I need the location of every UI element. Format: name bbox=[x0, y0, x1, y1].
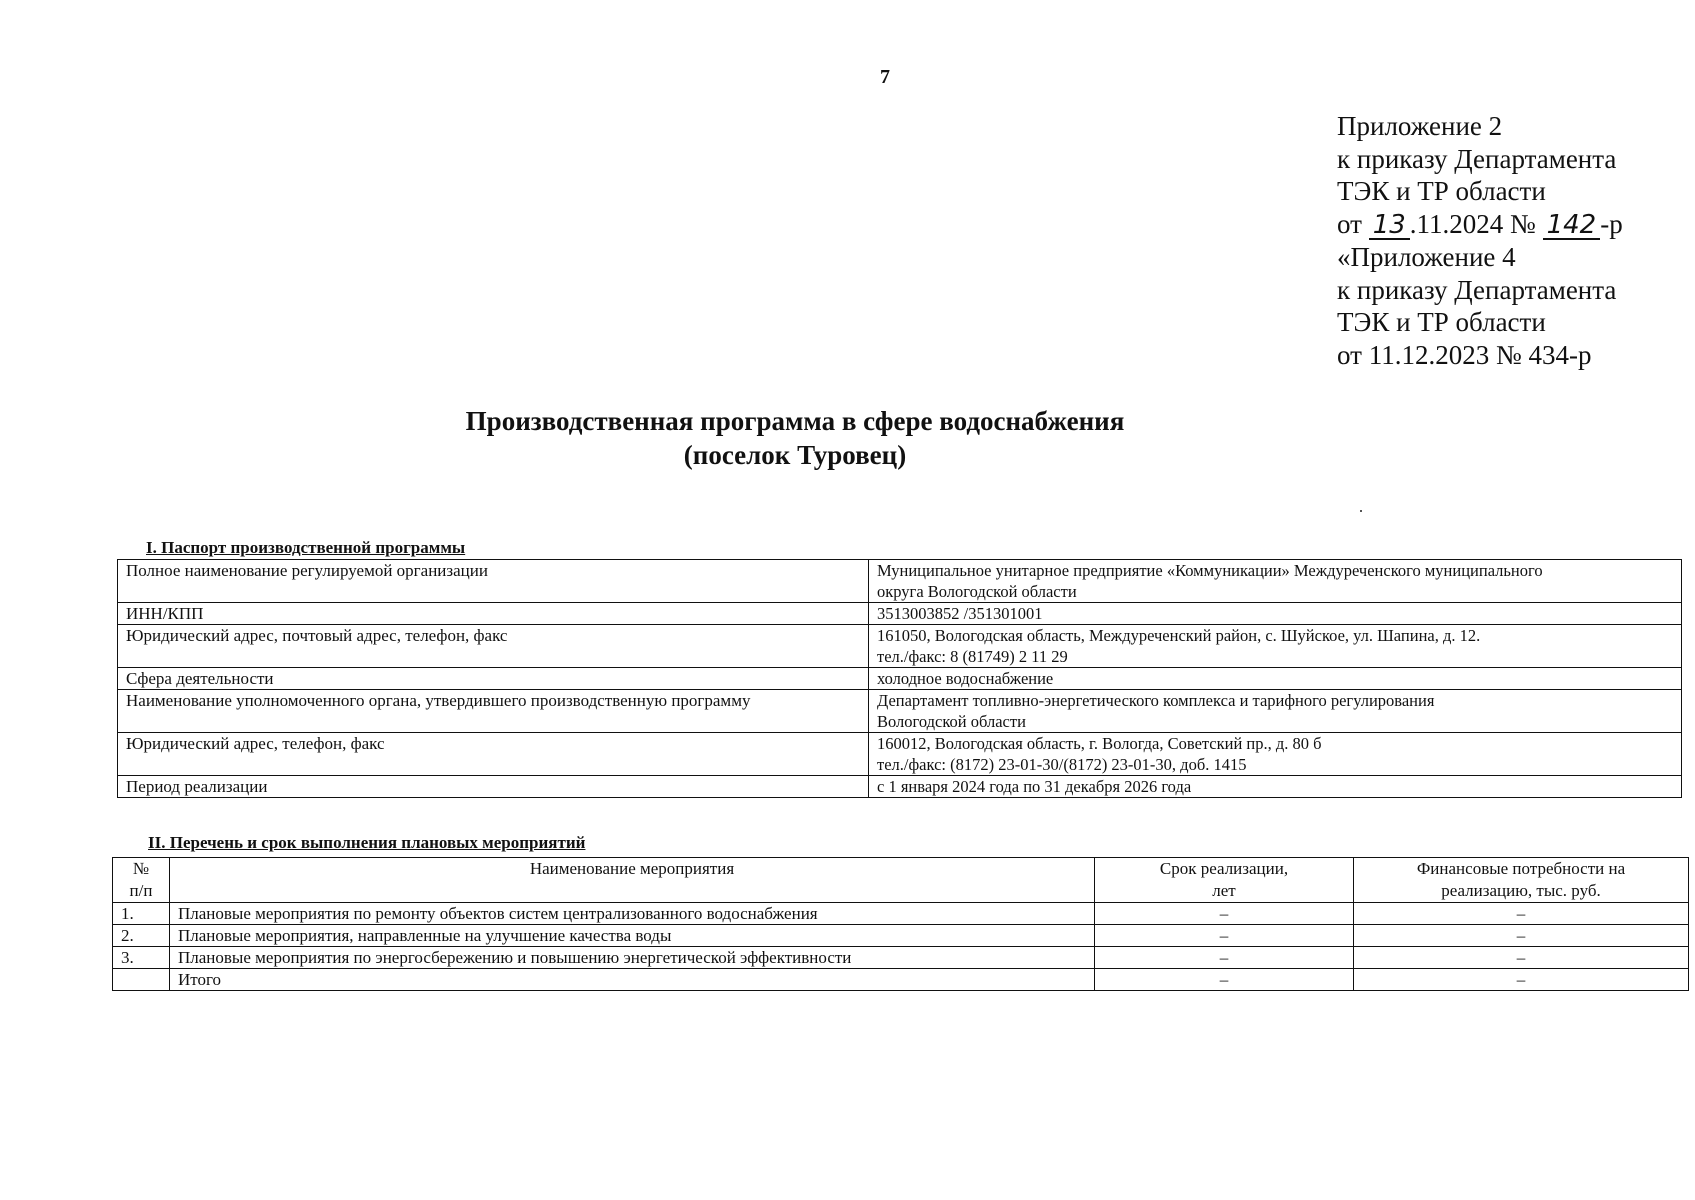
measures-table bbox=[112, 857, 1689, 991]
value-line: 161050, Вологодская область, Междуреченский район, с. Шуйское, ул. Шапина, д. 12. bbox=[877, 626, 1481, 645]
appendix-line: ТЭК и ТР области bbox=[1337, 176, 1546, 207]
row-value bbox=[869, 603, 1682, 625]
header-text: № bbox=[132, 859, 150, 878]
title-line-1: Производственная программа в сфере водоснабжения bbox=[465, 406, 1125, 436]
appendix-line: ТЭК и ТР области bbox=[1337, 307, 1546, 338]
row-term: – bbox=[1095, 969, 1354, 991]
row-number bbox=[113, 969, 170, 991]
order-prefix: от bbox=[1337, 209, 1369, 240]
appendix-block bbox=[1337, 110, 1623, 372]
appendix-line: к приказу Департамента bbox=[1337, 143, 1617, 174]
row-finance: – bbox=[1354, 947, 1689, 969]
row-name: Итого bbox=[170, 969, 1095, 991]
table-row bbox=[118, 776, 1682, 798]
appendix-order-line bbox=[1337, 208, 1623, 241]
header-num bbox=[113, 858, 170, 903]
row-finance: – bbox=[1354, 925, 1689, 947]
order-date: .11.2024 № bbox=[1409, 209, 1543, 240]
table-row bbox=[118, 625, 1682, 668]
appendix-line: Приложение 2 bbox=[1337, 111, 1503, 141]
section-2-heading: II. Перечень и срок выполнения плановых мероприятий bbox=[148, 833, 586, 852]
passport-table bbox=[117, 559, 1682, 798]
row-term: – bbox=[1095, 925, 1354, 947]
table-row bbox=[113, 969, 1689, 991]
row-term: – bbox=[1095, 903, 1354, 925]
row-label: Полное наименование регулируемой организации bbox=[118, 560, 869, 603]
row-label: Наименование уполномоченного органа, утвердившего производственную программу bbox=[118, 690, 869, 733]
section-1-heading: I. Паспорт производственной программы bbox=[146, 538, 466, 557]
header-text: реализацию, тыс. руб. bbox=[1441, 881, 1601, 900]
title-line-2: (поселок Туровец) bbox=[683, 440, 907, 470]
value-line: Муниципальное унитарное предприятие «Коммуникации» Междуреченского муниципального bbox=[877, 561, 1543, 580]
table-row bbox=[113, 903, 1689, 925]
value-line: Вологодской области bbox=[877, 712, 1026, 731]
row-label: Сфера деятельности bbox=[118, 668, 869, 690]
scan-speck bbox=[1360, 510, 1362, 512]
handwritten-order-number: 142 bbox=[1543, 212, 1601, 240]
row-number: 1. bbox=[113, 903, 170, 925]
page-number: 7 bbox=[880, 66, 890, 88]
value-line: 160012, Вологодская область, г. Вологда, Советский пр., д. 80 б bbox=[877, 734, 1322, 753]
appendix-line: к приказу Департамента bbox=[1337, 274, 1617, 305]
table-row bbox=[118, 603, 1682, 625]
row-number: 2. bbox=[113, 925, 170, 947]
table-row bbox=[118, 668, 1682, 690]
table-row bbox=[118, 560, 1682, 603]
header-name: Наименование мероприятия bbox=[170, 858, 1095, 903]
header-text: Финансовые потребности на bbox=[1416, 859, 1626, 878]
table-row bbox=[118, 733, 1682, 776]
header-text: лет bbox=[1212, 881, 1236, 900]
header-finance bbox=[1354, 858, 1689, 903]
handwritten-day: 13 bbox=[1369, 212, 1410, 240]
appendix-line: от 11.12.2023 № 434-р bbox=[1337, 339, 1592, 370]
table-row bbox=[113, 947, 1689, 969]
row-value bbox=[869, 625, 1682, 668]
appendix-line: «Приложение 4 bbox=[1337, 241, 1516, 272]
row-term: – bbox=[1095, 947, 1354, 969]
value-line: 3513003852 /351301001 bbox=[877, 604, 1043, 623]
value-line: с 1 января 2024 года по 31 декабря 2026 года bbox=[877, 777, 1192, 796]
row-label: Юридический адрес, почтовый адрес, телефон, факс bbox=[118, 625, 869, 668]
value-line: Департамент топливно-энергетического комплекса и тарифного регулирования bbox=[877, 691, 1435, 710]
row-value bbox=[869, 733, 1682, 776]
row-value bbox=[869, 776, 1682, 798]
row-finance: – bbox=[1354, 903, 1689, 925]
table-row bbox=[118, 690, 1682, 733]
value-line: тел./факс: (8172) 23-01-30/(8172) 23-01-30, доб. 1415 bbox=[877, 755, 1247, 774]
row-name: Плановые мероприятия по энергосбережению и повышению энергетической эффективности bbox=[170, 947, 1095, 969]
document-title bbox=[0, 404, 1470, 472]
row-name: Плановые мероприятия по ремонту объектов систем централизованного водоснабжения bbox=[170, 903, 1095, 925]
table-row bbox=[113, 925, 1689, 947]
row-value bbox=[869, 690, 1682, 733]
value-line: тел./факс: 8 (81749) 2 11 29 bbox=[877, 647, 1068, 666]
header-text: п/п bbox=[129, 881, 153, 900]
header-term bbox=[1095, 858, 1354, 903]
order-suffix: -р bbox=[1600, 209, 1623, 240]
header-text: Срок реализации, bbox=[1159, 859, 1289, 878]
row-number: 3. bbox=[113, 947, 170, 969]
table-header-row bbox=[113, 858, 1689, 903]
row-label: ИНН/КПП bbox=[118, 603, 869, 625]
value-line: округа Вологодской области bbox=[877, 582, 1077, 601]
row-label: Период реализации bbox=[118, 776, 869, 798]
row-label: Юридический адрес, телефон, факс bbox=[118, 733, 869, 776]
row-finance: – bbox=[1354, 969, 1689, 991]
row-name: Плановые мероприятия, направленные на улучшение качества воды bbox=[170, 925, 1095, 947]
row-value bbox=[869, 560, 1682, 603]
value-line: холодное водоснабжение bbox=[877, 669, 1054, 688]
row-value bbox=[869, 668, 1682, 690]
